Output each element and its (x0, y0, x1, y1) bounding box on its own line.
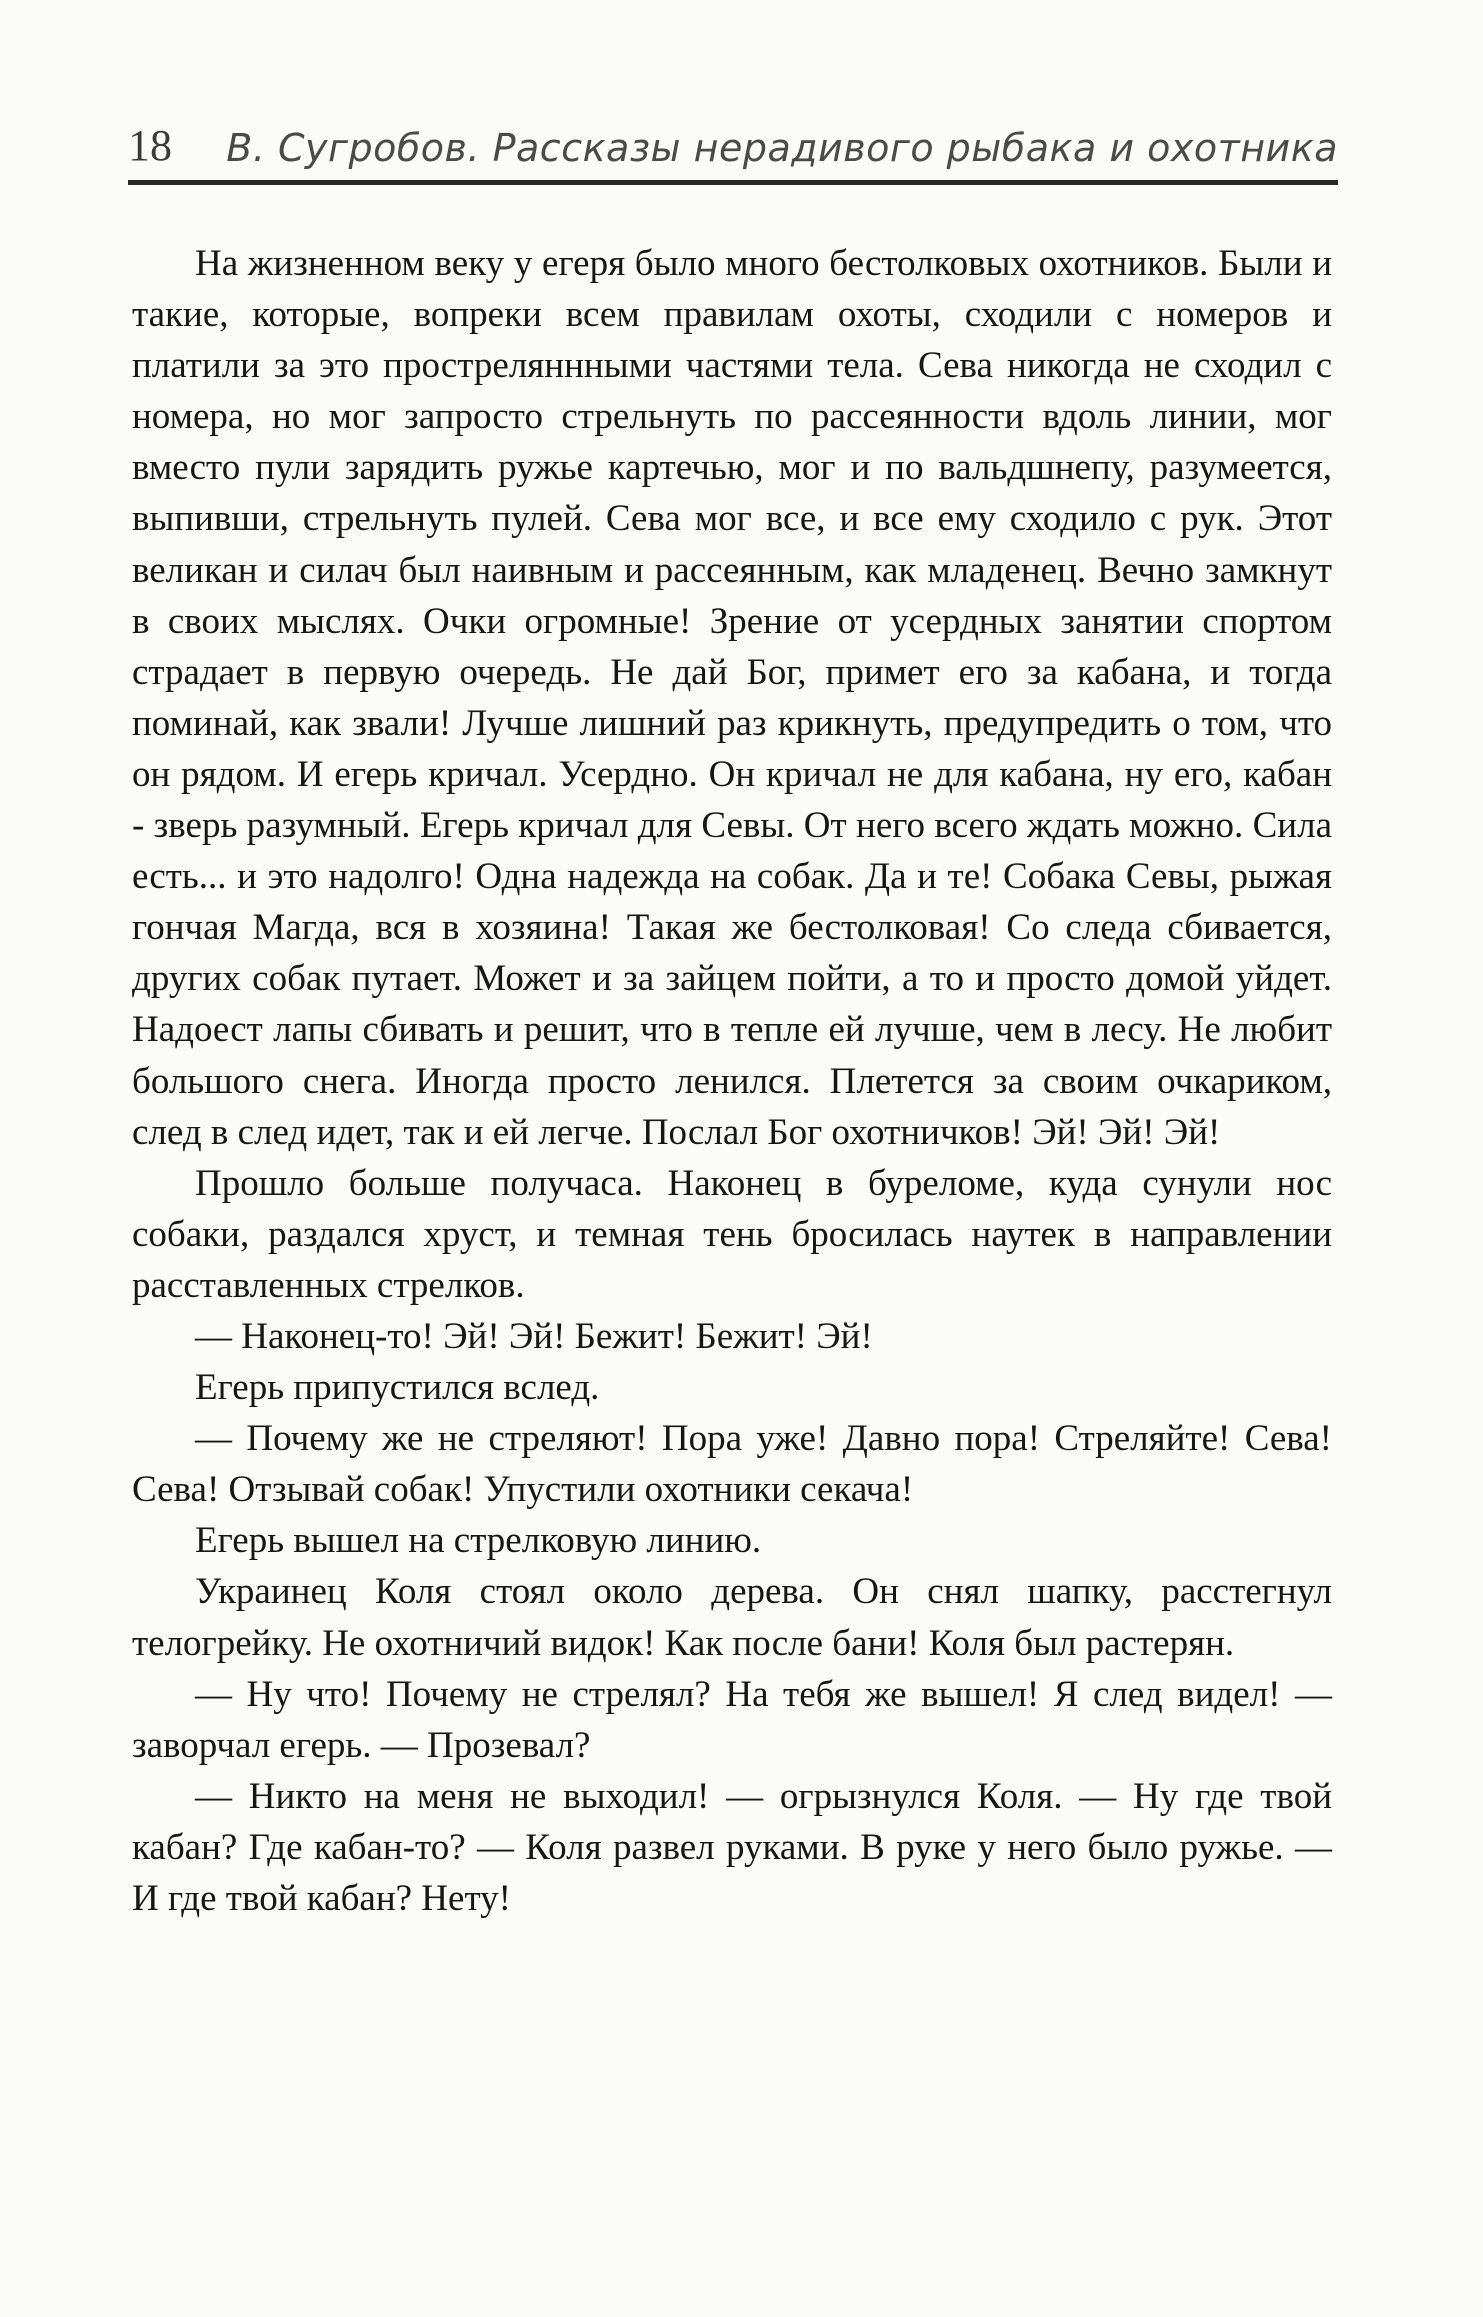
paragraph: Егерь вышел на стрелковую линию. (195, 1520, 762, 1562)
paragraph: — Наконец-то! Эй! Эй! Бежит! Бежит! Эй! (195, 1315, 873, 1357)
text-body (132, 238, 1332, 1924)
running-header (128, 120, 1338, 185)
paragraph: — Ну что! Почему не стрелял? На тебя же вышел! Я след видел! — заворчал егерь. — Прозевал? (132, 1673, 1332, 1766)
page-number: 18 (128, 121, 172, 170)
book-title: В. Сугробов. Рассказы нерадивого рыбака и охотника (226, 126, 1338, 170)
paragraph: Егерь припустился вслед. (195, 1367, 600, 1409)
paragraph: На жизненном веку у егеря было много бестолковых охотников. Были и такие, которые, вопреки всем правилам охоты, сходили с номеров и платили за это простреляннными частями тела. Сева никогда не сходил с номера, но мог запросто стрельнуть по рассеянности вдоль линии, мог вместо пули зарядить ружье картечью, мог и по вальдшнепу, разумеется, выпивши, стрельнуть пулей. Сева мог все, и все ему сходило с рук. Этот великан и силач был наивным и рассеянным, как младенец. Вечно замкнут в своих мыслях. Очки огромные! Зрение от усердных занятии спортом страдает в первую очередь. Не дай Бог, примет его за кабана, и тогда поминай, как звали! Лучше лишний раз крикнуть, предупредить о том, что он рядом. И егерь кричал. Усердно. Он кричал не для кабана, ну его, кабан - зверь разумный. Егерь кричал для Севы. От него всего ждать можно. Сила есть... и это надолго! Одна надежда на собак. Да и те! Собака Севы, рыжая гончая Магда, вся в хозяина! Такая же бестолковая! Со следа сбивается, других собак путает. Может и за зайцем пойти, а то и просто домой уйдет. Надоест лапы сбивать и решит, что в тепле ей лучше, чем в лесу. Не любит большого снега. Иногда просто ленился. Плетется за своим очкариком, след в след идет, так и ей легче. Послал Бог охотничков! Эй! Эй! Эй! (132, 243, 1332, 1153)
paragraph: — Почему же не стреляют! Пора уже! Давно пора! Стреляйте! Сева! Сева! Отзывай собак! Упустили охотники секача! (132, 1418, 1332, 1511)
paragraph: Украинец Коля стоял около дерева. Он снял шапку, расстегнул телогрейку. Не охотничий видок! Как после бани! Коля был растерян. (132, 1571, 1332, 1664)
paragraph: — Никто на меня не выходил! — огрызнулся Коля. — Ну где твой кабан? Где кабан-то? — Коля развел руками. В руке у него было ружье. — И где твой кабан? Нету! (132, 1775, 1332, 1919)
paragraph: Прошло больше получаса. Наконец в буреломе, куда сунули нос собаки, раздался хруст, и темная тень бросилась наутек в направлении расставленных стрелков. (132, 1162, 1332, 1306)
